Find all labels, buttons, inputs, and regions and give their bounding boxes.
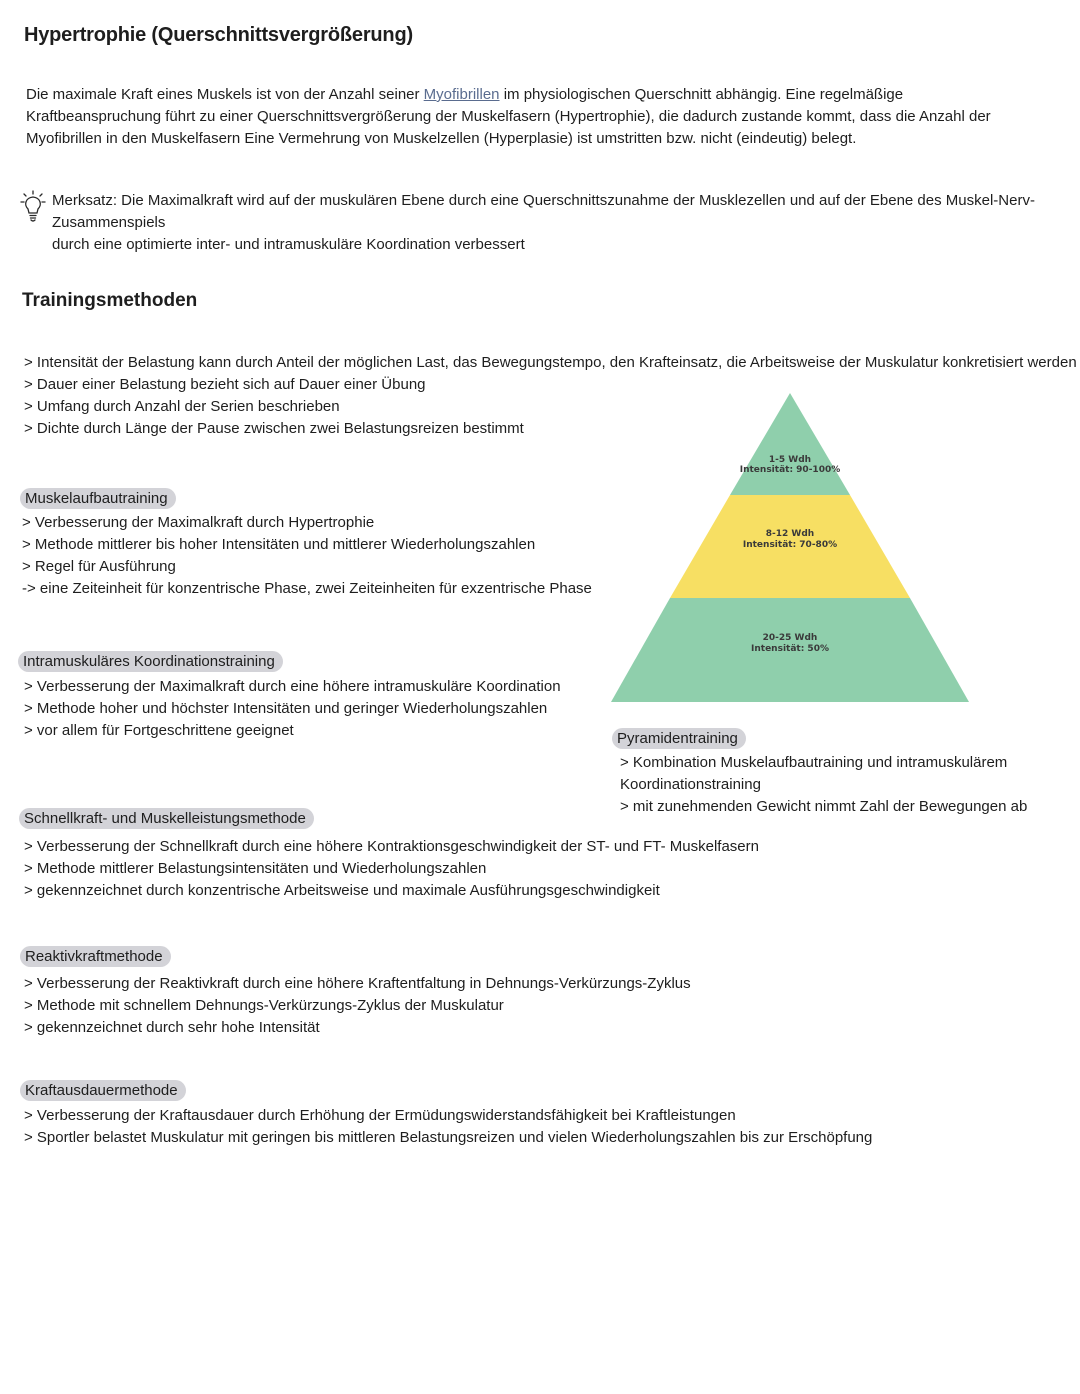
intro-text-start: Die maximale Kraft eines Muskels ist von der Anzahl seiner [26,86,424,103]
label-intramuskulaeres-koordinationstraining: Intramuskuläres Koordinationstraining [18,651,283,672]
label-schnellkraft-und-muskelleistungsmethode: Schnellkraft- und Muskelleistungsmethode [19,808,314,829]
muskelaufbau-list [22,512,592,600]
label-pyramidentraining: Pyramidentraining [612,728,746,749]
lightbulb-icon [20,190,46,224]
intramuskulaer-list [24,676,561,742]
list-item: > gekennzeichnet durch sehr hohe Intensität [24,1019,320,1036]
reaktivkraft-list [24,973,691,1039]
pyramid-bottom-intensity: Intensität: 50% [751,644,829,654]
list-item: > Methode hoher und höchster Intensitäten und geringer Wiederholungszahlen [24,700,548,717]
label-muskelaufbautraining: Muskelaufbautraining [20,488,176,509]
pyramid-diagram [605,388,975,708]
list-item: > Kombination Muskelaufbautraining und intramuskulärem [620,754,1008,771]
schnellkraft-list [24,836,759,902]
pyramiden-list [620,752,1027,818]
intro-paragraph [26,84,1016,150]
list-item: > Verbesserung der Schnellkraft durch eine höhere Kontraktionsgeschwindigkeit der ST- und FT- Muskelfasern [24,838,759,855]
list-item: > vor allem für Fortgeschrittene geeignet [24,722,294,739]
label-reaktivkraftmethode: Reaktivkraftmethode [20,946,171,967]
merksatz-line-1: Merksatz: Die Maximalkraft wird auf der muskulären Ebene durch eine Querschnittszunahme der Musklezellen und auf der Ebene des Muskel-Nerv-Zusammenspiels [52,192,1035,231]
list-item: Koordinationstraining [620,776,761,793]
list-item: > Methode mittlerer Belastungsintensitäten und Wiederholungszahlen [24,860,487,877]
list-item: > mit zunehmenden Gewicht nimmt Zahl der Bewegungen ab [620,798,1028,815]
label-kraftausdauermethode: Kraftausdauermethode [20,1080,186,1101]
pyramid-middle-intensity: Intensität: 70-80% [742,540,838,550]
list-item: > Regel für Ausführung [22,558,176,575]
list-item: > Sportler belastet Muskulatur mit geringen bis mittleren Belastungsreizen und vielen Wiederholungszahlen bis zur Erschöpfung [24,1129,873,1146]
list-item: > gekennzeichnet durch konzentrische Arbeitsweise und maximale Ausführungsgeschwindigkeit [24,882,660,899]
pyramid-bottom-reps: 20-25 Wdh [762,633,818,643]
list-item: > Methode mittlerer bis hoher Intensitäten und mittlerer Wiederholungszahlen [22,536,536,553]
list-item: > Verbesserung der Maximalkraft durch Hypertrophie [22,514,375,531]
list-item: > Intensität der Belastung kann durch Anteil der möglichen Last, das Bewegungstempo, den Krafteinsatz, die Arbeitsweise der Muskulatur konkretisiert werden [24,354,1077,371]
list-item: > Dichte durch Länge der Pause zwischen zwei Belastungsreizen bestimmt [24,420,524,437]
pyramid-top-reps: 1-5 Wdh [768,455,812,465]
myofibrillen-link[interactable]: Myofibrillen [423,86,500,103]
list-item: > Umfang durch Anzahl der Serien beschrieben [24,398,340,415]
list-item: > Verbesserung der Reaktivkraft durch eine höhere Kraftentfaltung in Dehnungs-Verkürzungs-Zyklus [24,975,691,992]
list-item: > Verbesserung der Kraftausdauer durch Erhöhung der Ermüdungswiderstandsfähigkeit bei Kraftleistungen [24,1107,736,1124]
list-item: > Methode mit schnellem Dehnungs-Verkürzungs-Zyklus der Muskulatur [24,997,504,1014]
list-item: -> eine Zeiteinheit für konzentrische Phase, zwei Zeiteinheiten für exzentrische Phase [22,580,592,597]
merksatz [20,190,1060,256]
page-title: Hypertrophie (Querschnittsvergrößerung) [24,24,413,46]
merksatz-line-2: durch eine optimierte inter- und intramuskuläre Koordination verbessert [52,236,525,253]
list-item: > Dauer einer Belastung bezieht sich auf Dauer einer Übung [24,376,426,393]
pyramid-middle-reps: 8-12 Wdh [765,529,815,539]
section-title-trainingsmethoden: Trainingsmethoden [22,290,198,311]
intro-text-end: im physiologischen Querschnitt abhängig. Eine regelmäßige Kraftbeanspruchung führt zu einer Querschnittsvergrößerung der Muskelfasern (Hypertrophie), die dadurch zustande kommt, dass die Anzahl der Myofibrillen in den Muskelfasern Eine Vermehrung von Muskelzellen (Hyperplasie) ist umstritten bzw. nicht (eindeutig) belegt. [26,86,991,147]
list-item: > Verbesserung der Maximalkraft durch eine höhere intramuskuläre Koordination [24,678,561,695]
kraftausdauer-list [24,1105,872,1149]
pyramid-level-top [730,393,850,495]
pyramid-top-intensity: Intensität: 90-100% [739,465,841,475]
